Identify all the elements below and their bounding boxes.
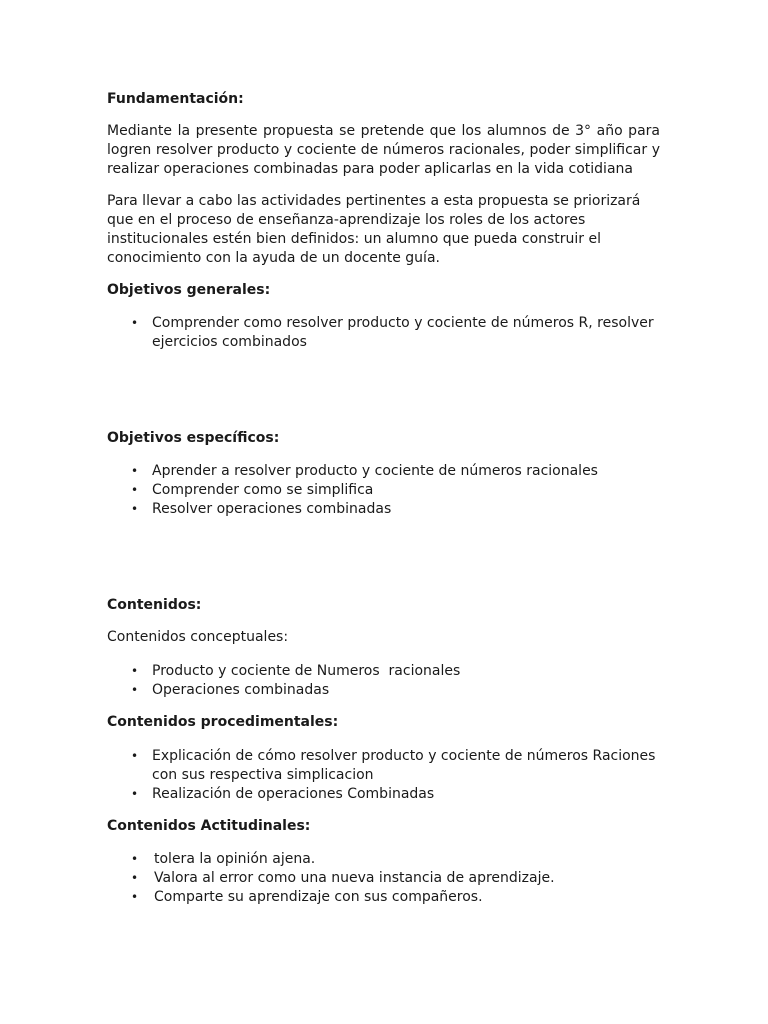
- contenidos-conceptuales-label: Contenidos conceptuales:: [107, 629, 289, 645]
- list-item-text: Realización de operaciones Combinadas: [152, 786, 435, 802]
- list-item-text: Explicación de cómo resolver producto y cociente de números Raciones con sus respectiva simplicacion: [152, 748, 656, 783]
- contenidos-procedimentales-list: [107, 747, 660, 804]
- list-item: [107, 314, 660, 352]
- objetivos-generales-list: [107, 314, 660, 352]
- bullet-icon: •: [131, 683, 139, 697]
- list-item: [107, 662, 660, 681]
- bullet-icon: •: [131, 890, 139, 904]
- contenidos-actitudinales-list: [107, 850, 660, 907]
- objetivos-generales-heading: Objetivos generales:: [107, 282, 271, 298]
- list-item-text: Resolver operaciones combinadas: [152, 501, 392, 517]
- list-item-text: Operaciones combinadas: [152, 682, 330, 698]
- fundamentacion-paragraph-2: Para llevar a cabo las actividades pertinentes a esta propuesta se priorizará que en el proceso de enseñanza-aprendizaje los roles de los actores institucionales estén bien definidos: un alumno que pueda construir el conocimiento con la ayuda de un docente guía.: [107, 193, 641, 266]
- list-item-text: Comparte su aprendizaje con sus compañeros.: [154, 889, 483, 905]
- objetivos-especificos-heading: Objetivos específicos:: [107, 430, 280, 446]
- bullet-icon: •: [131, 664, 139, 678]
- list-item-text: Valora al error como una nueva instancia de aprendizaje.: [154, 870, 555, 886]
- bullet-icon: •: [131, 483, 139, 497]
- list-item-text: Comprender como resolver producto y cociente de números R, resolver ejercicios combinados: [152, 315, 654, 350]
- fundamentacion-paragraph-1: Mediante la presente propuesta se pretende que los alumnos de 3° año para logren resolver producto y cociente de números racionales, poder simplificar y realizar operaciones combinadas para poder aplicarlas en la vida cotidiana: [107, 123, 660, 177]
- bullet-icon: •: [131, 316, 139, 330]
- bullet-icon: •: [131, 852, 139, 866]
- contenidos-procedimentales-heading: Contenidos procedimentales:: [107, 714, 339, 730]
- list-item: [107, 681, 660, 700]
- list-item: [107, 747, 660, 785]
- list-item: [107, 481, 660, 500]
- list-item: [107, 888, 660, 907]
- list-item-text: Aprender a resolver producto y cociente de números racionales: [152, 463, 598, 479]
- fundamentacion-heading: Fundamentación:: [107, 91, 244, 107]
- list-item-text: Producto y cociente de Numeros racionales: [152, 663, 461, 679]
- bullet-icon: •: [131, 464, 139, 478]
- contenidos-conceptuales-list: [107, 662, 660, 700]
- contenidos-actitudinales-heading: Contenidos Actitudinales:: [107, 818, 311, 834]
- bullet-icon: •: [131, 871, 139, 885]
- list-item: [107, 850, 660, 869]
- bullet-icon: •: [131, 787, 139, 801]
- contenidos-heading: Contenidos:: [107, 597, 202, 613]
- list-item: [107, 462, 660, 481]
- list-item: [107, 785, 660, 804]
- list-item: [107, 500, 660, 519]
- objetivos-especificos-list: [107, 462, 660, 519]
- bullet-icon: •: [131, 502, 139, 516]
- bullet-icon: •: [131, 749, 139, 763]
- list-item: [107, 869, 660, 888]
- list-item-text: tolera la opinión ajena.: [154, 851, 316, 867]
- list-item-text: Comprender como se simplifica: [152, 482, 374, 498]
